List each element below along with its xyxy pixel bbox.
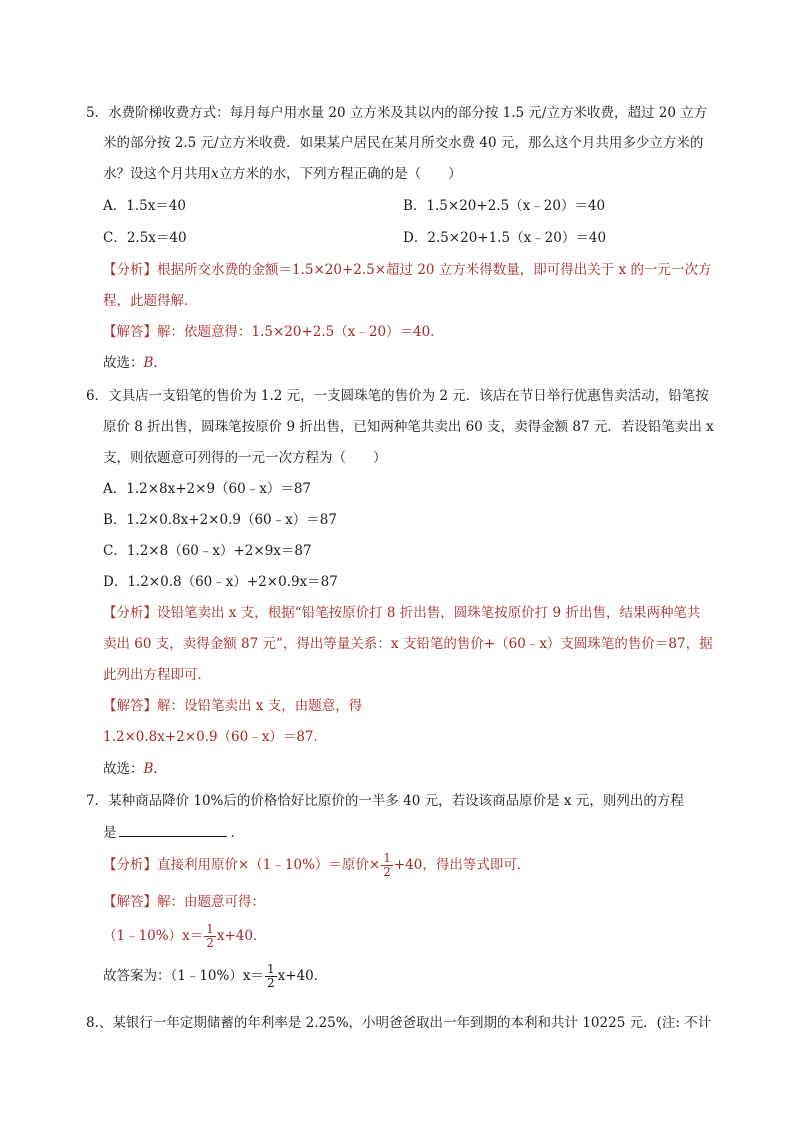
q8-stem-line1: 8.、某银行一年定期储蓄的年利率是 2.25%，小明爸爸取出一年到期的本利和共计 10225 元．(注: 不计 (86, 1015, 712, 1031)
q6-answer (103, 697, 362, 715)
q6-answer-tag: 【解答】 (103, 698, 157, 714)
q7-analysis (103, 852, 530, 879)
fraction-numerator: 1 (206, 922, 214, 936)
q5-choice-letter: B (143, 355, 154, 371)
q6-analysis-line3: 此列出方程即可． (103, 667, 211, 683)
fraction-numerator: 1 (266, 962, 275, 976)
q6-choice-end: ． (153, 761, 167, 777)
q6-stem-line1: 6．文具店一支铅笔的售价为 1.2 元，一支圆珠笔的售价为 2 元．该店在节日举行优惠售卖活动，铅笔按 (86, 388, 709, 404)
q7-answer-text: 解：由题意可得： (157, 894, 265, 910)
q5-choice-label: 故选： (103, 355, 144, 371)
q7-answer (103, 893, 265, 911)
q6-option-b: B．1.2×0.8x+2×0.9（60﹣x）＝87 (103, 512, 337, 528)
fraction-denominator: 2 (266, 976, 275, 990)
q7-equation-a: （1﹣10%）x＝ (103, 928, 204, 944)
q6-choice (103, 760, 167, 778)
q5-stem-text-a: 水？设这个月共用 (103, 166, 211, 182)
q6-stem-line3: 支，则依题意可列得的一元一次方程为（ ） (103, 450, 387, 466)
q7-equation-b: x+40． (216, 928, 267, 944)
q7-analysis-text-b: +40，得出等式即可． (393, 857, 531, 873)
q5-option-a: A．1.5x＝40 (103, 198, 187, 214)
q7-equation-fraction (204, 923, 216, 950)
q6-analysis-line2: 卖出 60 支，卖得金额 87 元”，得出等量关系：x 支铅笔的售价+（60﹣x）支圆珠笔的售价＝87，据 (103, 636, 713, 652)
q5-answer (103, 323, 444, 341)
q6-option-a: A．1.2×8x+2×9（60﹣x）＝87 (103, 481, 312, 497)
q7-analysis-tag: 【分析】 (103, 857, 157, 873)
q7-stem-text: 是 (103, 825, 117, 841)
q6-option-c: C．1.2×8（60﹣x）+2×9x＝87 (103, 543, 312, 559)
q7-answer-blank (119, 822, 227, 837)
fraction-denominator: 2 (206, 936, 214, 950)
q6-answer-text: 解：设铅笔卖出 x 支，由题意，得 (157, 698, 363, 714)
q5-analysis-line2: 程，此题得解． (103, 293, 198, 309)
q5-answer-text: 解：依题意得：1.5×20+2.5（x﹣20）＝40． (157, 324, 444, 340)
q5-answer-tag: 【解答】 (103, 324, 157, 340)
q7-stem-line1: 7．某种商品降价 10%后的价格恰好比原价的一半多 40 元，若设该商品原价是 x 元，则列出的方程 (86, 793, 684, 809)
q5-analysis-line1 (103, 261, 712, 279)
q5-analysis-tag: 【分析】 (103, 262, 157, 278)
q5-choice-end: ． (153, 355, 167, 371)
q5-option-c: C．2.5x＝40 (103, 230, 187, 246)
q5-stem-line1: 5．水费阶梯收费方式：每月每户用水量 20 立方米及其以内的部分按 1.5 元/立方米收费，超过 20 立方 (86, 105, 708, 121)
q7-final-answer (103, 963, 327, 990)
q6-choice-letter: B (143, 761, 154, 777)
q5-analysis-text1: 根据所交水费的金额＝1.5×20+2.5×超过 20 立方米得数量，即可得出关于 x 的一元一次方 (157, 262, 712, 278)
q6-option-d: D．1.2×0.8（60﹣x）+2×0.9x＝87 (103, 574, 338, 590)
q5-stem-line3 (103, 165, 462, 183)
q5-option-d: D．2.5×20+1.5（x﹣20）＝40 (403, 230, 607, 246)
q7-stem-line2 (103, 822, 244, 842)
q7-final-label: 故答案为：（1﹣10%）x＝ (103, 968, 264, 984)
q7-answer-equation (103, 923, 266, 950)
fraction-denominator: 2 (383, 865, 391, 879)
fraction-numerator: 1 (383, 851, 391, 865)
q5-choice (103, 354, 167, 372)
q5-stem-text-b: 立方米的水，下列方程正确的是（ ） (218, 166, 462, 182)
q7-analysis-text-a: 直接利用原价×（1﹣10%）＝原价× (157, 857, 381, 873)
q7-analysis-fraction (381, 852, 393, 879)
q5-stem-line2: 米的部分按 2.5 元/立方米收费．如果某户居民在某月所交水费 40 元，那么这个月共用多少立方米的 (103, 135, 704, 151)
q6-analysis-line1 (103, 604, 700, 622)
q6-analysis-tag: 【分析】 (103, 605, 157, 621)
q6-analysis-text1: 设铅笔卖出 x 支，根据“铅笔按原价打 8 折出售，圆珠笔按原价打 9 折出售，结果两种笔共 (157, 605, 701, 621)
q6-answer-equation: 1.2×0.8x+2×0.9（60﹣x）＝87． (103, 729, 328, 745)
q5-variable: x (211, 166, 219, 182)
q6-stem-line2: 原价 8 折出售，圆珠笔按原价 9 折出售，已知两种笔共卖出 60 支，卖得金额 87 元．若设铅笔卖出 x (103, 419, 714, 435)
q6-choice-label: 故选： (103, 761, 144, 777)
q5-option-b: B．1.5×20+2.5（x﹣20）＝40 (403, 198, 606, 214)
q7-final-fraction (265, 963, 277, 990)
q7-stem-end: ． (230, 825, 244, 841)
q7-final-b: x+40． (277, 968, 328, 984)
q7-answer-tag: 【解答】 (103, 894, 157, 910)
